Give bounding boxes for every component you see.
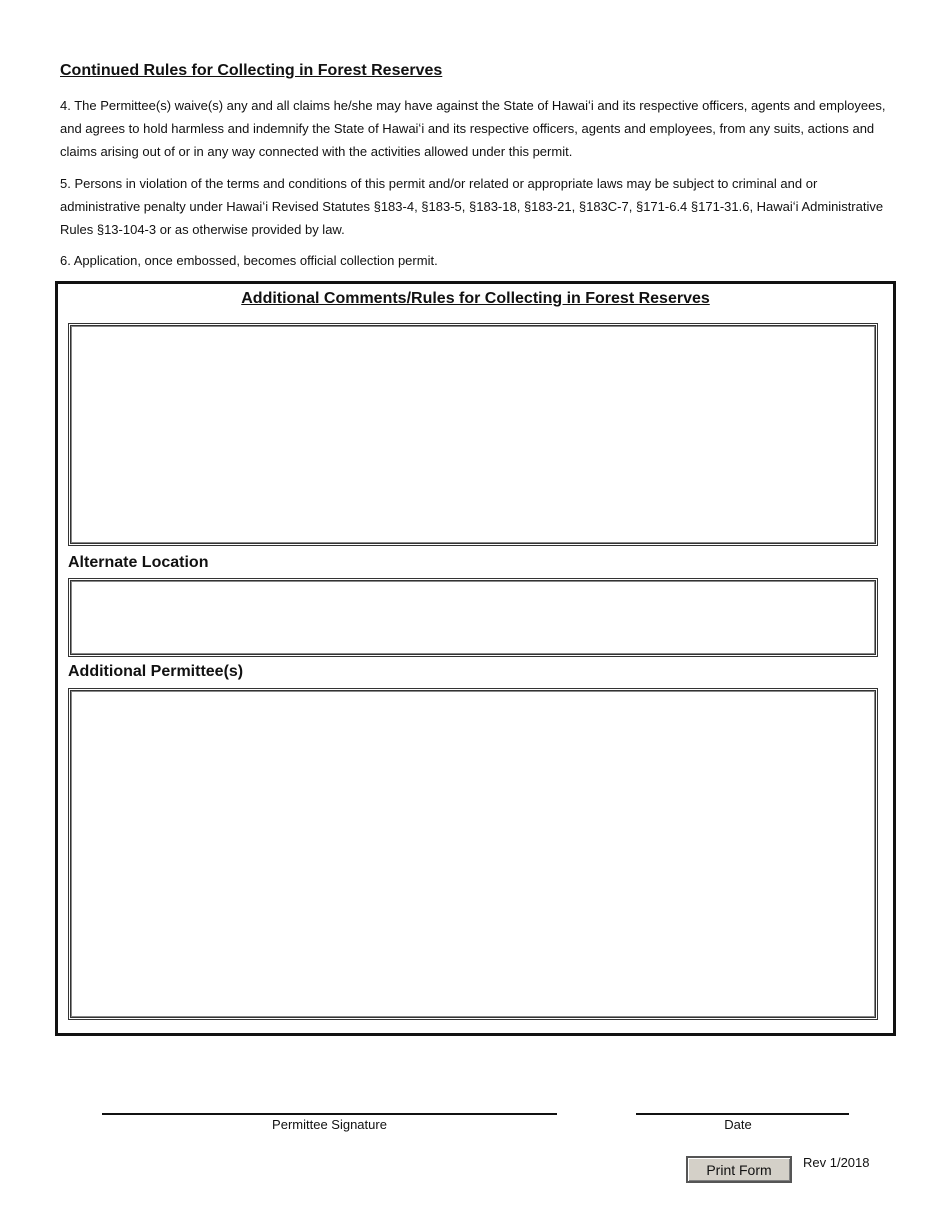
revision-label: Rev 1/2018 bbox=[803, 1155, 870, 1170]
continued-rules-heading: Continued Rules for Collecting in Forest Reserves bbox=[60, 62, 443, 79]
permittee-signature-label: Permittee Signature bbox=[272, 1117, 387, 1132]
date-line bbox=[636, 1113, 849, 1115]
rule-5-text: 5. Persons in violation of the terms and conditions of this permit and/or related or appropriate laws may be subject to criminal and or administrative penalty under Hawaiʻi Revised Statutes §183-4, §183-5, §183-18, §183-21, §183C-7, §171-6.4 §171-31.6, Hawaiʻi Administrative Rules §13-104-3 or as otherwise provided by law. bbox=[60, 176, 884, 237]
additional-comments-field[interactable] bbox=[68, 323, 878, 546]
rule-4-text: 4. The Permittee(s) waive(s) any and all claims he/she may have against the State of Hawaiʻi and its respective officers, agents and employees, and agrees to hold harmless and indemnify the State of Hawaiʻi and its respective officers, agents and employees, from any suits, actions and claims arising out of or in any way connected with the activities allowed under this permit. bbox=[60, 98, 886, 159]
additional-permittees-label: Additional Permittee(s) bbox=[68, 663, 244, 680]
alternate-location-label: Alternate Location bbox=[68, 554, 209, 571]
additional-comments-title: Additional Comments/Rules for Collecting in Forest Reserves bbox=[241, 290, 710, 307]
additional-permittees-field[interactable] bbox=[68, 688, 878, 1020]
rule-6-text: 6. Application, once embossed, becomes official collection permit. bbox=[60, 253, 438, 268]
print-form-button[interactable]: Print Form bbox=[686, 1156, 792, 1183]
alternate-location-field[interactable] bbox=[68, 578, 878, 657]
permittee-signature-line bbox=[102, 1113, 557, 1115]
additional-info-box bbox=[55, 281, 896, 1036]
date-label: Date bbox=[724, 1117, 752, 1132]
